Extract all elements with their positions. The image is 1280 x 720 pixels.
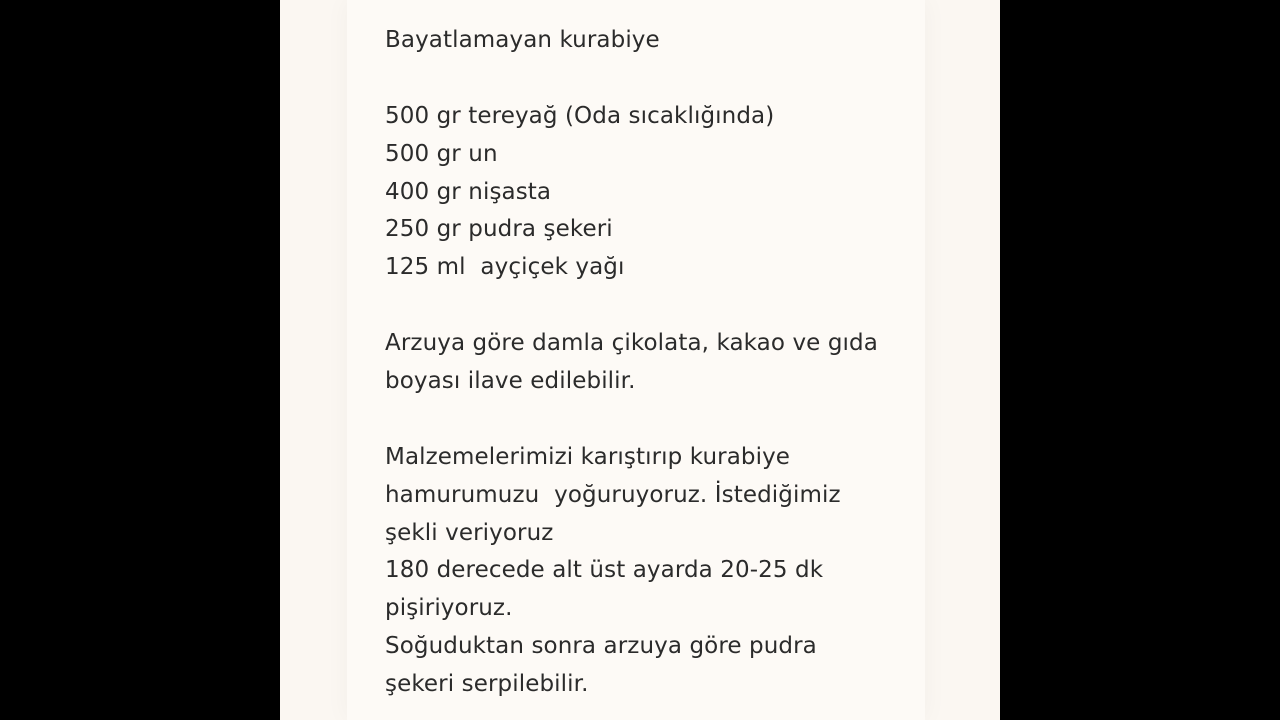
ingredient-line: 500 gr un (385, 140, 498, 167)
note-page (280, 0, 1000, 720)
instruction-line: Malzemelerimizi karıştırıp kurabiye (385, 443, 791, 470)
ingredient-line: 400 gr nişasta (385, 178, 552, 205)
ingredient-line: 125 ml ayçiçek yağı (385, 254, 625, 281)
ingredient-line: 500 gr tereyağ (Oda sıcaklığında) (385, 102, 775, 129)
blank-line (385, 287, 925, 325)
optional-note-line: boyası ilave edilebilir. (385, 368, 636, 395)
instruction-line: pişiriyoruz. (385, 595, 513, 622)
instruction-line: Soğuduktan sonra arzuya göre pudra (385, 633, 817, 660)
instruction-line: şekeri serpilebilir. (385, 671, 589, 698)
optional-note-line: Arzuya göre damla çikolata, kakao ve gıda (385, 330, 878, 357)
instruction-line: şekli veriyoruz (385, 519, 554, 546)
instruction-line: 180 derecede alt üst ayarda 20-25 dk (385, 557, 824, 584)
ingredient-line: 250 gr pudra şekeri (385, 216, 613, 243)
blank-line (385, 60, 925, 98)
blank-line (385, 401, 925, 439)
recipe-note (385, 22, 925, 704)
recipe-title: Bayatlamayan kurabiye (385, 27, 660, 53)
instruction-line: hamurumuzu yoğuruyoruz. İstediğimiz (385, 481, 841, 508)
